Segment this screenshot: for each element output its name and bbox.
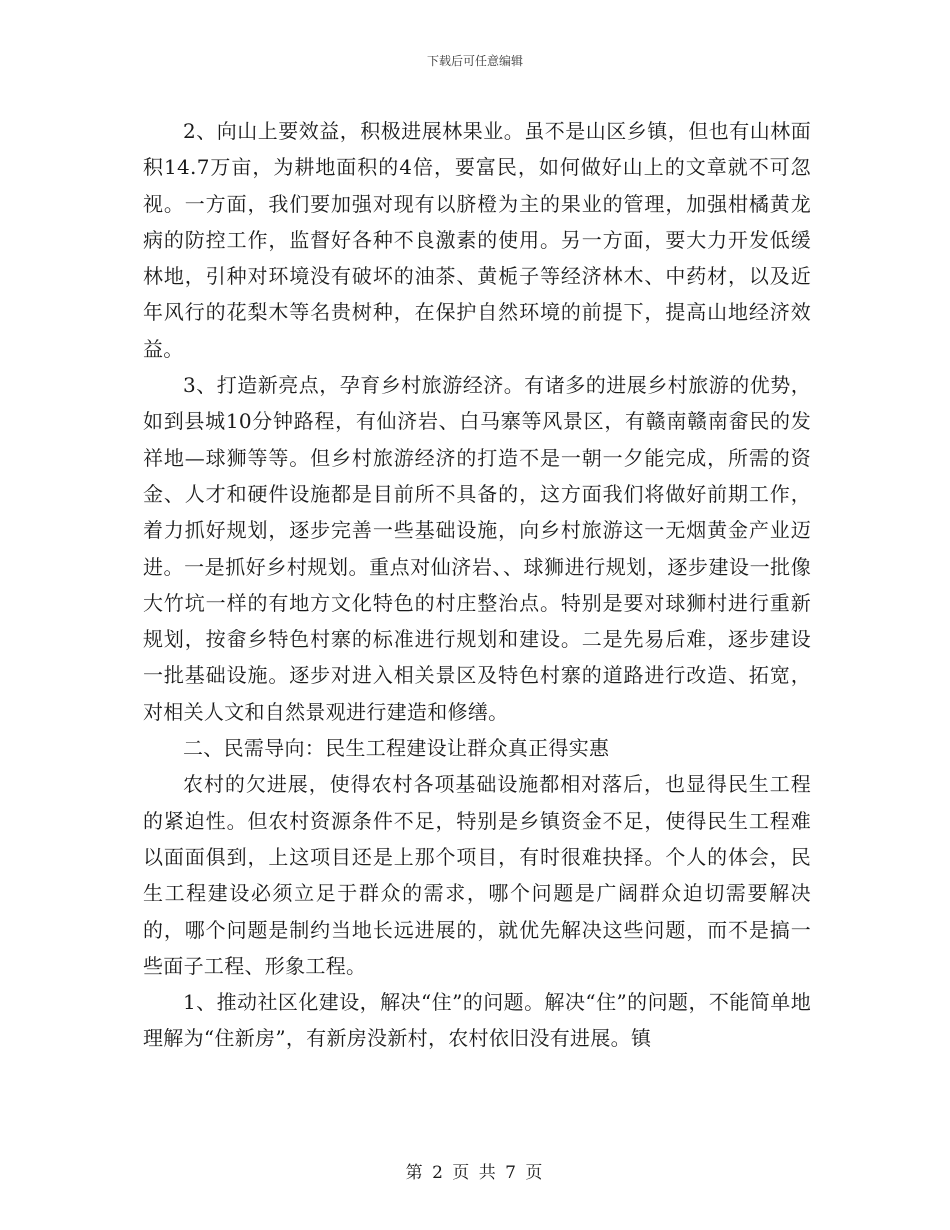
paragraph-forestry: 2、向山上要效益，积极进展林果业。虽不是山区乡镇，但也有山林面积14.7万亩，为耕地面积的4倍，要富民，如何做好山上的文章就不可忽视。一方面，我们要加强对现有以脐橙为主的果业的管理，加强柑橘黄龙病的防控工作，监督好各种不良激素的使用。另一方面，要大力开发低缓林地，引种对环境没有破坏的油茶、黄栀子等经济林木、中药材，以及近年风行的花梨木等名贵树种，在保护自然环境的前提下，提高山地经济效益。 (143, 119, 811, 361)
body-text (143, 113, 811, 1057)
paragraph-rural-tourism: 3、打造新亮点，孕育乡村旅游经济。有诸多的进展乡村旅游的优势，如到县城10分钟路程，有仙济岩、白马寨等风景区，有赣南赣南畲民的发祥地—球狮等等。但乡村旅游经济的打造不是一朝一夕能完成，所需的资金、人才和硬件设施都是目前所不具备的，这方面我们将做好前期工作，着力抓好规划，逐步完善一些基础设施，向乡村旅游这一无烟黄金产业迈进。一是抓好乡村规划。重点对仙济岩、、球狮进行规划，逐步建设一批像大竹坑一样的有地方文化特色的村庄整治点。特别是要对球狮村进行重新规划，按畲乡特色村寨的标准进行规划和建设。二是先易后难，逐步建设一批基础设施。逐步对进入相关景区及特色村寨的道路进行改造、拓宽，对相关人文和自然景观进行建造和修缮。 (143, 373, 811, 724)
header-note: 下载后可任意编辑 (426, 54, 523, 68)
page-number: 第 2 页 共 7 页 (405, 1163, 545, 1183)
paragraph-livelihood-projects: 农村的欠进展，使得农村各项基础设施都相对落后，也显得民生工程的紧迫性。但农村资源条件不足，特别是乡镇资金不足，使得民生工程难以面面俱到，上这项目还是上那个项目，有时很难抉择。个人的体会，民生工程建设必须立足于群众的需求，哪个问题是广阔群众迫切需要解决的，哪个问题是制约当地长远进展的，就优先解决这些问题，而不是搞一些面子工程、形象工程。 (143, 772, 811, 978)
section-heading-livelihood: 二、民需导向：民生工程建设让群众真正得实惠 (183, 736, 610, 761)
paragraph-community-housing: 1、推动社区化建设，解决“住”的问题。解决“住”的问题，不能简单地理解为“住新房”，有新房没新村，农村依旧没有进展。镇 (143, 990, 811, 1051)
